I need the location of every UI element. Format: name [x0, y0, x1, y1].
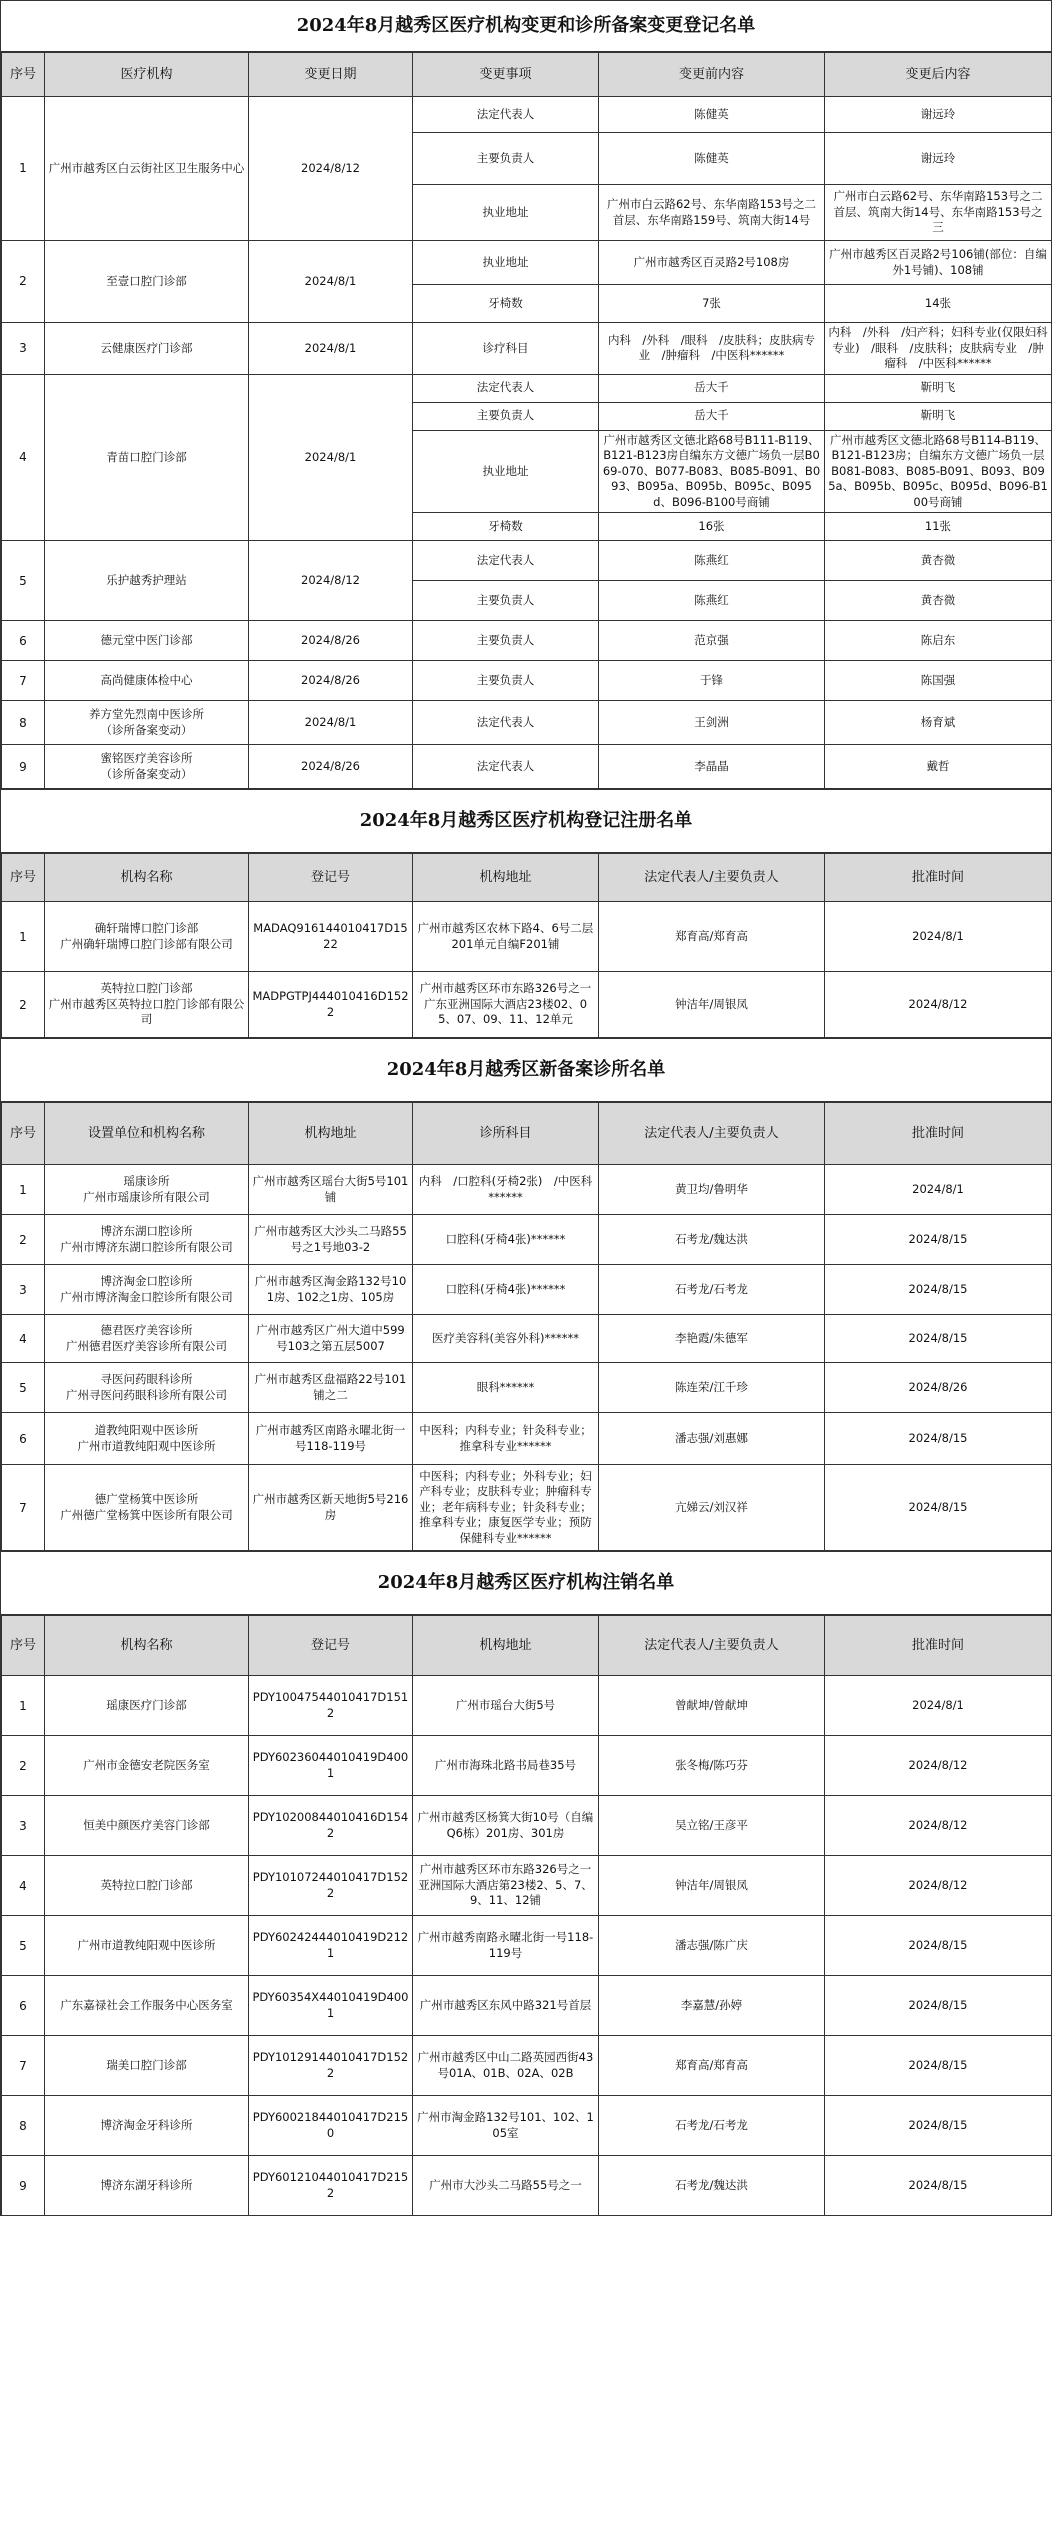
- row-number: 2: [2, 1215, 45, 1265]
- change-item: 法定代表人: [413, 701, 599, 745]
- new-clinics-table: [1, 1102, 1052, 1551]
- clinic-address: 广州市越秀区广州大道中599号103之第五层5007: [249, 1315, 413, 1363]
- clinic-name: [45, 1413, 249, 1465]
- header-cell: 序号: [2, 53, 45, 97]
- institution-address: 广州市越秀区环市东路326号之一广东亚洲国际大酒店23楼02、05、07、09、11、12单元: [413, 972, 599, 1038]
- clinic-name: [45, 1363, 249, 1413]
- change-item: 牙椅数: [413, 513, 599, 541]
- clinic-name-line: 博济淘金口腔诊所: [100, 1274, 193, 1289]
- change-row: [2, 621, 1052, 661]
- clinic-row: [2, 1413, 1052, 1465]
- approval-date: 2024/8/15: [825, 1215, 1052, 1265]
- institution-name: [45, 902, 249, 972]
- clinic-name-line: 广州市博济东湖口腔诊所有限公司: [60, 1239, 233, 1254]
- clinic-name: [45, 1315, 249, 1363]
- cancellations-header-row: [2, 1616, 1052, 1676]
- registration-number: PDY10129144010417D1522: [249, 2036, 413, 2096]
- institution-name: [45, 241, 249, 323]
- cancellation-row: [2, 1976, 1052, 2036]
- row-number: 1: [2, 902, 45, 972]
- registration-number: PDY60242444010419D2121: [249, 1916, 413, 1976]
- clinic-name: [45, 1465, 249, 1551]
- clinic-departments: 中医科；内科专业；外科专业；妇产科专业；皮肤科专业；肿瘤科专业；老年病科专业；针灸科专业；推拿科专业；康复医学专业；预防保健科专业******: [413, 1465, 599, 1551]
- registration-number: PDY10047544010417D1512: [249, 1676, 413, 1736]
- after-content: 广州市越秀区文德北路68号B114-B119、B121-B123房；自编东方文德广场负一层B081-B083、B085-B091、B093、B095a、B095b、B095c、B095d、B096-B100号商铺: [825, 430, 1052, 513]
- changes-header-row: [2, 53, 1052, 97]
- registration-number: PDY60354X44010419D4001: [249, 1976, 413, 2036]
- before-content: 王剑洲: [599, 701, 825, 745]
- row-number: 8: [2, 701, 45, 745]
- clinic-name: [45, 1265, 249, 1315]
- before-content: 7张: [599, 285, 825, 323]
- institution-name: [45, 661, 249, 701]
- after-content: 黄杏微: [825, 581, 1052, 621]
- clinic-row: [2, 1363, 1052, 1413]
- approval-date: 2024/8/15: [825, 1465, 1052, 1551]
- clinic-row: [2, 1465, 1052, 1551]
- before-content: 陈健英: [599, 97, 825, 133]
- cancellations-table-body: [2, 1676, 1052, 2216]
- representative: 李嘉慧/孙婷: [599, 1976, 825, 2036]
- change-row: [2, 374, 1052, 402]
- change-date: 2024/8/12: [249, 541, 413, 621]
- change-date: 2024/8/1: [249, 374, 413, 541]
- registration-number: PDY10107244010417D1522: [249, 1856, 413, 1916]
- row-number: 9: [2, 745, 45, 789]
- registration-number: PDY60021844010417D2150: [249, 2096, 413, 2156]
- clinic-name-line: 博济东湖口腔诊所: [100, 1224, 193, 1239]
- approval-date: 2024/8/12: [825, 1736, 1052, 1796]
- institution-address: 广州市海珠北路书局巷35号: [413, 1736, 599, 1796]
- header-cell: 变更后内容: [825, 53, 1052, 97]
- cancellation-row: [2, 1856, 1052, 1916]
- row-number: 3: [2, 1265, 45, 1315]
- section-title-registrations: 2024年8月越秀区医疗机构登记注册名单: [1, 789, 1051, 853]
- clinic-row: [2, 1165, 1052, 1215]
- row-number: 2: [2, 972, 45, 1038]
- institution-address: 广州市越秀区中山二路英园西街43号01A、01B、02A、02B: [413, 2036, 599, 2096]
- representative: 黄卫均/鲁明华: [599, 1165, 825, 1215]
- change-date: 2024/8/1: [249, 701, 413, 745]
- clinic-departments: 口腔科(牙椅4张)******: [413, 1265, 599, 1315]
- new-clinics-header-row: [2, 1103, 1052, 1165]
- approval-date: 2024/8/15: [825, 1916, 1052, 1976]
- institution-name: 广州市金德安老院医务室: [45, 1736, 249, 1796]
- institution-name: 瑶康医疗门诊部: [45, 1676, 249, 1736]
- header-cell: 法定代表人/主要负责人: [599, 854, 825, 902]
- after-content: 11张: [825, 513, 1052, 541]
- before-content: 广州市越秀区百灵路2号108房: [599, 241, 825, 285]
- before-content: 内科 /外科 /眼科 /皮肤科；皮肤病专业 /肿瘤科 /中医科******: [599, 323, 825, 375]
- header-cell: 机构地址: [413, 1616, 599, 1676]
- before-content: 广州市白云路62号、东华南路153号之二首层、东华南路159号、筑南大街14号: [599, 185, 825, 241]
- registrations-header-row: [2, 854, 1052, 902]
- header-cell: 医疗机构: [45, 53, 249, 97]
- cancellation-row: [2, 2036, 1052, 2096]
- representative: 石考龙/魏达洪: [599, 2156, 825, 2216]
- change-item: 执业地址: [413, 185, 599, 241]
- institution-address: 广州市越秀南路永曜北街一号118-119号: [413, 1916, 599, 1976]
- header-cell: 序号: [2, 854, 45, 902]
- cancellation-row: [2, 2156, 1052, 2216]
- change-date: 2024/8/26: [249, 661, 413, 701]
- approval-date: 2024/8/15: [825, 2036, 1052, 2096]
- institution-name: 恒美中颜医疗美容门诊部: [45, 1796, 249, 1856]
- after-content: 谢远玲: [825, 97, 1052, 133]
- before-content: 陈燕红: [599, 541, 825, 581]
- row-number: 7: [2, 661, 45, 701]
- change-item: 牙椅数: [413, 285, 599, 323]
- header-cell: 登记号: [249, 1616, 413, 1676]
- after-content: 黄杏微: [825, 541, 1052, 581]
- approval-date: 2024/8/12: [825, 1856, 1052, 1916]
- clinic-departments: 眼科******: [413, 1363, 599, 1413]
- cancellation-row: [2, 1916, 1052, 1976]
- institution-address: 广州市淘金路132号101、102、105室: [413, 2096, 599, 2156]
- change-item: 诊疗科目: [413, 323, 599, 375]
- institution-address: 广州市越秀区环市东路326号之一亚洲国际大酒店第23楼2、5、7、9、11、12铺: [413, 1856, 599, 1916]
- cancellations-table: [1, 1615, 1052, 2216]
- row-number: 3: [2, 1796, 45, 1856]
- approval-date: 2024/8/15: [825, 1315, 1052, 1363]
- representative: 郑育高/郑育高: [599, 2036, 825, 2096]
- clinic-row: [2, 1315, 1052, 1363]
- before-content: 岳大千: [599, 374, 825, 402]
- change-item: 主要负责人: [413, 661, 599, 701]
- representative: 亢娣云/刘汉祥: [599, 1465, 825, 1551]
- after-content: 14张: [825, 285, 1052, 323]
- before-content: 16张: [599, 513, 825, 541]
- clinic-name: [45, 1215, 249, 1265]
- header-cell: 变更日期: [249, 53, 413, 97]
- header-cell: 批准时间: [825, 1616, 1052, 1676]
- clinic-name-line: 广州市道教纯阳观中医诊所: [77, 1438, 216, 1453]
- header-cell: 登记号: [249, 854, 413, 902]
- row-number: 2: [2, 241, 45, 323]
- institution-name-line: 广州市越秀区英特拉口腔门诊部有限公司: [48, 996, 245, 1027]
- clinic-name-line: 道教纯阳观中医诊所: [94, 1423, 199, 1438]
- institution-name-line: 青苗口腔门诊部: [106, 449, 187, 464]
- row-number: 2: [2, 1736, 45, 1796]
- clinic-name-line: 德广堂杨箕中医诊所: [94, 1492, 199, 1507]
- clinic-address: 广州市越秀区瑶台大街5号101铺: [249, 1165, 413, 1215]
- change-row: [2, 661, 1052, 701]
- header-cell: 变更前内容: [599, 53, 825, 97]
- registration-number: PDY10200844010416D1542: [249, 1796, 413, 1856]
- registration-number: MADAQ916144010417D1522: [249, 902, 413, 972]
- section-title-new-clinics: 2024年8月越秀区新备案诊所名单: [1, 1038, 1051, 1102]
- row-number: 7: [2, 2036, 45, 2096]
- institution-address: 广州市越秀区农林下路4、6号二层201单元自编F201铺: [413, 902, 599, 972]
- change-date: 2024/8/12: [249, 97, 413, 241]
- clinic-name-line: 瑶康诊所: [123, 1174, 170, 1189]
- clinic-row: [2, 1215, 1052, 1265]
- cancellation-row: [2, 2096, 1052, 2156]
- change-date: 2024/8/1: [249, 323, 413, 375]
- change-row: [2, 97, 1052, 133]
- change-row: [2, 323, 1052, 375]
- row-number: 1: [2, 1676, 45, 1736]
- representative: 潘志强/刘惠娜: [599, 1413, 825, 1465]
- approval-date: 2024/8/15: [825, 1413, 1052, 1465]
- institution-name: [45, 972, 249, 1038]
- change-date: 2024/8/1: [249, 241, 413, 323]
- clinic-departments: 中医科；内科专业；针灸科专业；推拿科专业******: [413, 1413, 599, 1465]
- registration-number: PDY60121044010417D2152: [249, 2156, 413, 2216]
- institution-name-line: （诊所备案变动）: [100, 722, 193, 737]
- representative: 陈连荣/江千珍: [599, 1363, 825, 1413]
- after-content: 戴哲: [825, 745, 1052, 789]
- changes-table: [1, 52, 1052, 789]
- change-item: 法定代表人: [413, 745, 599, 789]
- institution-name-line: 养方堂先烈南中医诊所: [89, 707, 204, 722]
- institution-name-line: 乐护越秀护理站: [106, 572, 187, 587]
- approval-date: 2024/8/15: [825, 2156, 1052, 2216]
- institution-address: 广州市大沙头二马路55号之一: [413, 2156, 599, 2216]
- row-number: 5: [2, 1916, 45, 1976]
- institution-name: 博济东湖牙科诊所: [45, 2156, 249, 2216]
- before-content: 李晶晶: [599, 745, 825, 789]
- institution-name-line: 德元堂中医门诊部: [100, 632, 193, 647]
- registration-row: [2, 902, 1052, 972]
- institution-address: 广州市越秀区杨箕大街10号（自编Q6栋）201房、301房: [413, 1796, 599, 1856]
- header-cell: 诊所科目: [413, 1103, 599, 1165]
- after-content: 内科 /外科 /妇产科；妇科专业(仅限妇科专业) /眼科 /皮肤科；皮肤病专业 /肿瘤科 /中医科******: [825, 323, 1052, 375]
- header-cell: 设置单位和机构名称: [45, 1103, 249, 1165]
- approval-date: 2024/8/12: [825, 1796, 1052, 1856]
- header-cell: 变更事项: [413, 53, 599, 97]
- clinic-name: [45, 1165, 249, 1215]
- registration-number: MADPGTPJ444010416D1522: [249, 972, 413, 1038]
- institution-name-line: 确轩瑞博口腔门诊部: [94, 921, 199, 936]
- institution-name: [45, 621, 249, 661]
- row-number: 5: [2, 541, 45, 621]
- institution-name: 广州市道教纯阳观中医诊所: [45, 1916, 249, 1976]
- change-row: [2, 241, 1052, 285]
- before-content: 于锋: [599, 661, 825, 701]
- before-content: 广州市越秀区文德北路68号B111-B119、B121-B123房自编东方文德广场负一层B069-070、B077-B083、B085-B091、B093、B095a、B095b、B095c、B095d、B096-B100号商铺: [599, 430, 825, 513]
- clinic-address: 广州市越秀区淘金路132号101房、102之1房、105房: [249, 1265, 413, 1315]
- approval-date: 2024/8/1: [825, 1165, 1052, 1215]
- institution-name-line: 广州市越秀区白云街社区卫生服务中心: [48, 160, 245, 175]
- clinic-departments: 医疗美容科(美容外科)******: [413, 1315, 599, 1363]
- clinic-departments: 口腔科(牙椅4张)******: [413, 1215, 599, 1265]
- institution-name-line: 云健康医疗门诊部: [100, 340, 193, 355]
- row-number: 4: [2, 374, 45, 541]
- change-row: [2, 745, 1052, 789]
- change-item: 执业地址: [413, 430, 599, 513]
- registrations-table-body: [2, 902, 1052, 1038]
- after-content: 广州市白云路62号、东华南路153号之二首层、筑南大街14号、东华南路153号之三: [825, 185, 1052, 241]
- institution-name: [45, 97, 249, 241]
- header-cell: 批准时间: [825, 1103, 1052, 1165]
- after-content: 靳明飞: [825, 374, 1052, 402]
- institution-name-line: （诊所备案变动）: [100, 766, 193, 781]
- institution-name-line: 至壹口腔门诊部: [106, 273, 187, 288]
- change-row: [2, 541, 1052, 581]
- institution-name: [45, 745, 249, 789]
- change-item: 主要负责人: [413, 621, 599, 661]
- representative: 张冬梅/陈巧芬: [599, 1736, 825, 1796]
- representative: 石考龙/魏达洪: [599, 1215, 825, 1265]
- approval-date: 2024/8/12: [825, 972, 1052, 1038]
- change-date: 2024/8/26: [249, 745, 413, 789]
- row-number: 1: [2, 97, 45, 241]
- change-item: 法定代表人: [413, 541, 599, 581]
- header-cell: 批准时间: [825, 854, 1052, 902]
- header-cell: 机构地址: [413, 854, 599, 902]
- institution-name: 广东嘉禄社会工作服务中心医务室: [45, 1976, 249, 2036]
- institution-name: [45, 541, 249, 621]
- representative: 潘志强/陈广庆: [599, 1916, 825, 1976]
- change-item: 主要负责人: [413, 581, 599, 621]
- clinic-departments: 内科 /口腔科(牙椅2张) /中医科******: [413, 1165, 599, 1215]
- header-cell: 机构名称: [45, 854, 249, 902]
- clinic-address: 广州市越秀区新天地街5号216房: [249, 1465, 413, 1551]
- clinic-name-line: 广州市瑶康诊所有限公司: [83, 1189, 210, 1204]
- institution-name: 博济淘金牙科诊所: [45, 2096, 249, 2156]
- institution-name: [45, 374, 249, 541]
- representative: 石考龙/石考龙: [599, 2096, 825, 2156]
- row-number: 9: [2, 2156, 45, 2216]
- institution-name: 英特拉口腔门诊部: [45, 1856, 249, 1916]
- approval-date: 2024/8/15: [825, 1976, 1052, 2036]
- representative: 郑育高/郑育高: [599, 902, 825, 972]
- before-content: 陈健英: [599, 133, 825, 185]
- institution-address: 广州市瑶台大街5号: [413, 1676, 599, 1736]
- cancellation-row: [2, 1796, 1052, 1856]
- header-cell: 法定代表人/主要负责人: [599, 1616, 825, 1676]
- row-number: 8: [2, 2096, 45, 2156]
- row-number: 5: [2, 1363, 45, 1413]
- after-content: 陈国强: [825, 661, 1052, 701]
- clinic-address: 广州市越秀区盘福路22号101铺之二: [249, 1363, 413, 1413]
- representative: 石考龙/石考龙: [599, 1265, 825, 1315]
- clinic-name-line: 广州德君医疗美容诊所有限公司: [66, 1338, 227, 1353]
- before-content: 陈燕红: [599, 581, 825, 621]
- header-cell: 机构地址: [249, 1103, 413, 1165]
- representative: 钟洁年/周银凤: [599, 1856, 825, 1916]
- clinic-name-line: 德君医疗美容诊所: [100, 1323, 193, 1338]
- new-clinics-table-body: [2, 1165, 1052, 1551]
- representative: 吴立铭/王彦平: [599, 1796, 825, 1856]
- institution-name-line: 广州确轩瑞博口腔门诊部有限公司: [60, 936, 233, 951]
- change-date: 2024/8/26: [249, 621, 413, 661]
- after-content: 靳明飞: [825, 402, 1052, 430]
- representative: 李艳霞/朱德军: [599, 1315, 825, 1363]
- clinic-name-line: 寻医问药眼科诊所: [100, 1372, 193, 1387]
- row-number: 4: [2, 1856, 45, 1916]
- clinic-row: [2, 1265, 1052, 1315]
- institution-name: [45, 701, 249, 745]
- approval-date: 2024/8/15: [825, 1265, 1052, 1315]
- registration-number: PDY60236044010419D4001: [249, 1736, 413, 1796]
- approval-date: 2024/8/1: [825, 1676, 1052, 1736]
- header-cell: 机构名称: [45, 1616, 249, 1676]
- institution-address: 广州市越秀区东风中路321号首层: [413, 1976, 599, 2036]
- registration-row: [2, 972, 1052, 1038]
- clinic-name-line: 广州寻医问药眼科诊所有限公司: [66, 1387, 227, 1402]
- header-cell: 法定代表人/主要负责人: [599, 1103, 825, 1165]
- approval-date: 2024/8/26: [825, 1363, 1052, 1413]
- approval-date: 2024/8/15: [825, 2096, 1052, 2156]
- row-number: 6: [2, 621, 45, 661]
- representative: 钟洁年/周银凤: [599, 972, 825, 1038]
- cancellation-row: [2, 1736, 1052, 1796]
- clinic-address: 广州市越秀区南路永曜北街一号118-119号: [249, 1413, 413, 1465]
- change-row: [2, 701, 1052, 745]
- clinic-address: 广州市越秀区大沙头二马路55号之1号地03-2: [249, 1215, 413, 1265]
- after-content: 广州市越秀区百灵路2号106铺(部位：自编外1号铺)、108铺: [825, 241, 1052, 285]
- after-content: 陈启东: [825, 621, 1052, 661]
- row-number: 6: [2, 1413, 45, 1465]
- before-content: 岳大千: [599, 402, 825, 430]
- institution-name-line: 高尚健康体检中心: [100, 672, 193, 687]
- approval-date: 2024/8/1: [825, 902, 1052, 972]
- section-title-changes: 2024年8月越秀区医疗机构变更和诊所备案变更登记名单: [1, 0, 1051, 52]
- before-content: 范京强: [599, 621, 825, 661]
- institution-name-line: 蜜铭医疗美容诊所: [100, 751, 193, 766]
- change-item: 主要负责人: [413, 133, 599, 185]
- institution-name: [45, 323, 249, 375]
- row-number: 7: [2, 1465, 45, 1551]
- row-number: 1: [2, 1165, 45, 1215]
- clinic-name-line: 广州德广堂杨箕中医诊所有限公司: [60, 1507, 233, 1522]
- institution-name: 瑞美口腔门诊部: [45, 2036, 249, 2096]
- row-number: 6: [2, 1976, 45, 2036]
- institution-name-line: 英特拉口腔门诊部: [100, 981, 193, 996]
- change-item: 法定代表人: [413, 374, 599, 402]
- changes-table-body: [2, 97, 1052, 789]
- registrations-table: [1, 853, 1052, 1038]
- representative: 曾献坤/曾献坤: [599, 1676, 825, 1736]
- row-number: 4: [2, 1315, 45, 1363]
- header-cell: 序号: [2, 1616, 45, 1676]
- clinic-name-line: 广州市博济淘金口腔诊所有限公司: [60, 1289, 233, 1304]
- header-cell: 序号: [2, 1103, 45, 1165]
- row-number: 3: [2, 323, 45, 375]
- change-item: 主要负责人: [413, 402, 599, 430]
- change-item: 执业地址: [413, 241, 599, 285]
- change-item: 法定代表人: [413, 97, 599, 133]
- after-content: 谢远玲: [825, 133, 1052, 185]
- section-title-cancellations: 2024年8月越秀区医疗机构注销名单: [1, 1551, 1051, 1615]
- cancellation-row: [2, 1676, 1052, 1736]
- after-content: 杨育斌: [825, 701, 1052, 745]
